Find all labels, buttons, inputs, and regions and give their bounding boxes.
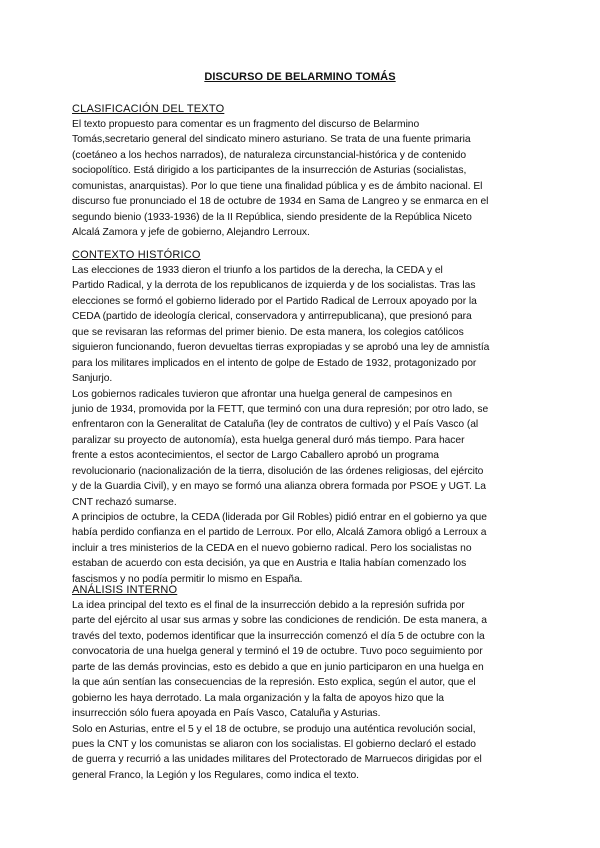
- section-contexto: [72, 248, 532, 587]
- paragraph: [72, 598, 532, 722]
- text-line: comunistas, anarquistas). Por lo que tiene una finalidad pública y es de ámbito nacional. El: [72, 180, 483, 192]
- text-line: estaban de acuerdo con esta decisión, ya que en Austria e Italia habían comenzado los: [72, 558, 467, 570]
- text-line: través del texto, podemos identificar que la insurrección comenzó el día 5 de octubre con la: [72, 630, 485, 642]
- text-line: elecciones se formó el gobierno liderado por el Partido Radical de Lerroux apoyado por la: [72, 295, 477, 307]
- text-line: de guerra y recurrió a las unidades militares del Protectorado de Marruecos dirigidas por el: [72, 754, 482, 766]
- text-line: (coetáneo a los hechos narrados), de naturaleza circunstancial-histórica y de contenido: [72, 149, 467, 161]
- text-line: fascismos y no podía permitir lo mismo en España.: [72, 573, 303, 585]
- document-title: DISCURSO DE BELARMINO TOMÁS: [204, 71, 396, 83]
- section-clasificacion: [72, 102, 532, 241]
- paragraph: [72, 387, 532, 511]
- section-heading: CONTEXTO HISTÓRICO: [72, 249, 201, 261]
- text-line: pues la CNT y los comunistas se aliaron con los socialistas. El gobierno declaró el estado: [72, 738, 476, 750]
- text-line: que se revisaran las reformas del primer bienio. De esta manera, los colegios católicos: [72, 326, 464, 338]
- text-line: enfrentaron con la Generalitat de Cataluña (ley de contratos de cultivo) y el País Vasco (al: [72, 419, 479, 431]
- text-line: la que aún sentían las consecuencias de la represión. Esto explica, según el autor, que el: [72, 677, 476, 689]
- text-line: parte de las demás provincias, esto es debido a que en junio participaron en una huelga en: [72, 661, 484, 673]
- text-line: CNT rechazó sumarse.: [72, 496, 177, 508]
- section-heading: ANÁLISIS INTERNO: [72, 584, 178, 596]
- text-line: gobierno les haya derrotado. La mala organización y la falta de apoyos hizo que la: [72, 692, 444, 704]
- paragraph: [72, 117, 532, 241]
- text-line: y de la Guardia Civil), y en mayo se formó una alianza obrera formada por PSOE y UGT. La: [72, 481, 486, 493]
- text-line: sociopolítico. Está dirigido a los participantes de la insurrección de Asturias (socialistas,: [72, 165, 467, 177]
- text-line: Las elecciones de 1933 dieron el triunfo a los partidos de la derecha, la CEDA y el: [72, 265, 443, 276]
- text-line: había perdido confianza en el partido de Lerroux. Por ello, Alcalá Zamora obligó a Lerroux a: [72, 527, 487, 539]
- text-line: Tomás,secretario general del sindicato minero asturiano. Se trata de una fuente primaria: [72, 134, 471, 146]
- paragraph: [72, 510, 532, 587]
- text-line: incluir a tres ministerios de la CEDA en el nuevo gobierno radical. Pero los socialistas no: [72, 542, 472, 554]
- text-line: revolucionario (nacionalización de la tierra, disolución de las órdenes religiosas, del ejército: [72, 465, 484, 477]
- text-line: Los gobiernos radicales tuvieron que afrontar una huelga general de campesinos en: [72, 388, 453, 400]
- text-line: La idea principal del texto es el final de la insurrección debido a la represión sufrida por: [72, 600, 465, 611]
- text-line: Alcalá Zamora y jefe de gobierno, Alejandro Lerroux.: [72, 227, 310, 239]
- text-line: general Franco, la Legión y los Regulares, como indica el texto.: [72, 769, 359, 781]
- text-line: Sanjurjo.: [72, 373, 113, 385]
- paragraph: [72, 263, 532, 387]
- text-line: Partido Radical, y la derrota de los republicanos de izquierda y de los socialistas. Tras las: [72, 280, 476, 292]
- text-line: convocatoria de una huelga general y terminó el 19 de octubre. Tuvo poco seguimiento por: [72, 646, 483, 658]
- text-line: para los militares implicados en el intento de golpe de Estado de 1932, protagonizado por: [72, 357, 477, 369]
- text-line: insurrección sólo fuera apoyada en País Vasco, Cataluña y Asturias.: [72, 708, 381, 720]
- text-line: A principios de octubre, la CEDA (liderada por Gil Robles) pidió entrar en el gobierno ya que: [72, 512, 487, 523]
- text-line: paralizar su proyecto de autonomía), esta huelga general duró más tiempo. Para hacer: [72, 434, 465, 446]
- text-line: parte del ejército al usar sus armas y sobre las condiciones de rendición. De esta manera, a: [72, 615, 487, 627]
- text-line: El texto propuesto para comentar es un fragmento del discurso de Belarmino: [72, 119, 420, 130]
- text-line: junio de 1934, promovida por la FETT, que terminó con una dura represión; por otro lado, se: [72, 403, 489, 415]
- text-line: siguieron funcionando, fueron devueltas tierras expropiadas y se aprobó una ley de amnistía: [72, 342, 490, 354]
- text-line: Solo en Asturias, entre el 5 y el 18 de octubre, se produjo una auténtica revolución social,: [72, 723, 476, 735]
- text-line: CEDA (partido de ideología clerical, conservadora y antirrepublicana), que presionó para: [72, 311, 472, 323]
- section-analisis: [72, 583, 532, 783]
- paragraph: [72, 722, 532, 784]
- section-heading: CLASIFICACIÓN DEL TEXTO: [72, 103, 225, 115]
- text-line: segundo bienio (1933-1936) de la II República, siendo presidente de la República Niceto: [72, 211, 472, 223]
- text-line: discurso fue pronunciado el 18 de octubre de 1934 en Sama de Langreo y se enmarca en el: [72, 196, 489, 208]
- text-line: frente a estos acontecimientos, el sector de Largo Caballero aprobó un programa: [72, 450, 439, 462]
